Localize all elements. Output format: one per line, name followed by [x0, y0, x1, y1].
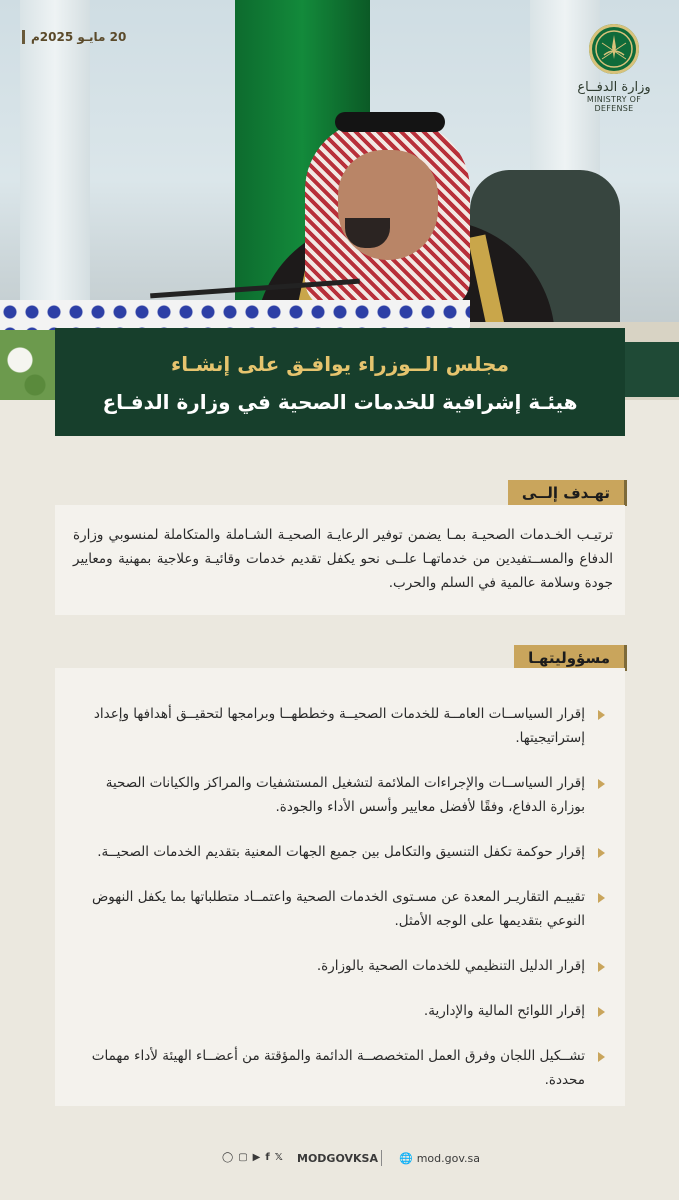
list-item-text: إقرار حوكمة تكفل التنسيق والتكامل بين جميع الجهات المعنية بتقديم الخدمات الصحيــة.	[97, 844, 585, 860]
date-text: 20 مايـو 2025م	[31, 30, 127, 44]
website-link[interactable]	[399, 1152, 480, 1165]
social-icons	[222, 1152, 283, 1163]
social-handle[interactable]: MODGOVKSA	[297, 1152, 378, 1165]
goal-box	[55, 505, 625, 615]
snapchat-icon[interactable]: ◯	[222, 1152, 234, 1163]
list-item-text: تقييـم التقاريـر المعدة عن مسـتوى الخدمات الصحية واعتمــاد متطلباتها بما يكفل النهوض النوعي بتقديمها على الوجه الأمثل.	[91, 889, 585, 929]
date-label	[22, 30, 126, 44]
footer	[0, 1148, 679, 1172]
logo-arabic-text: وزارة الدفــاع	[577, 80, 651, 95]
list-item-text: إقرار اللوائح المالية والإدارية.	[423, 1003, 585, 1019]
x-icon[interactable]: 𝕏	[274, 1152, 283, 1163]
flower-arrangement-left	[0, 330, 55, 400]
green-accent	[625, 342, 679, 397]
list-item	[79, 702, 607, 750]
list-item	[79, 954, 607, 978]
list-item	[79, 840, 607, 864]
figure-agal	[335, 112, 445, 132]
footer-divider	[381, 1150, 382, 1166]
list-item-text: إقرار السياســات العامــة للخدمات الصحيــة وخططهــا وبرامجها لتحقيــق أهدافها وإعداد إستراتيجيتها.	[93, 706, 585, 746]
bullet-triangle-icon	[598, 710, 605, 720]
youtube-icon[interactable]: ▶	[252, 1152, 261, 1163]
list-item	[79, 771, 607, 819]
list-item-text: تشــكيل اللجان وفرق العمل المتخصصــة الدائمة والمؤقتة من أعضــاء الهيئة لأداء مهمات محددة.	[91, 1048, 585, 1088]
website-text: mod.gov.sa	[416, 1152, 480, 1165]
list-item	[79, 999, 607, 1023]
bullet-triangle-icon	[598, 848, 605, 858]
responsibilities-box	[55, 668, 625, 1106]
title-line-1: مجلس الــوزراء يوافـق على إنشـاء	[171, 352, 509, 376]
instagram-icon[interactable]: ▢	[238, 1152, 248, 1163]
date-divider	[22, 30, 25, 44]
list-item-text: إقرار السياســات والإجراءات الملائمة لتشغيل المستشفيات والمراكز والكيانات الصحية بوزارة الدفاع، وفقًا لأفضل معايير وأسس الأداء والجودة.	[105, 775, 585, 815]
bullet-triangle-icon	[598, 893, 605, 903]
responsibilities-heading: مسؤوليتهـا	[514, 645, 624, 671]
globe-icon: 🌐	[399, 1152, 413, 1165]
title-line-2: هيئـة إشرافية للخدمات الصحية في وزارة الدفـاع	[102, 390, 578, 414]
title-banner	[55, 328, 625, 436]
list-item	[79, 1044, 607, 1092]
goal-heading: تهـدف إلــى	[508, 480, 624, 506]
ministry-emblem-icon	[589, 24, 639, 74]
goal-text: ترتيـب الخـدمات الصحيـة بمـا يضمن توفير الرعايـة الصحيـة الشـاملة والمتكاملة لمنسوبي وزارة الدفاع والمســتفيدين من خدماتهـا علــى نحو يكفل تقديم خدمات وقائيـة وعلاجية بمهنية ومعايير جودة وسلامة عالمية في السلم والحرب.	[73, 527, 613, 591]
bullet-triangle-icon	[598, 1007, 605, 1017]
background-pillar	[20, 0, 90, 300]
bullet-triangle-icon	[598, 779, 605, 789]
flower-arrangement	[0, 300, 470, 330]
facebook-icon[interactable]: f	[265, 1152, 270, 1163]
list-item-text: إقرار الدليل التنظيمي للخدمات الصحية بالوزارة.	[316, 958, 585, 974]
ministry-logo	[568, 24, 660, 113]
bullet-triangle-icon	[598, 1052, 605, 1062]
bullet-triangle-icon	[598, 962, 605, 972]
list-item	[79, 885, 607, 933]
logo-english-text: MINISTRY OF DEFENSE	[586, 95, 642, 113]
